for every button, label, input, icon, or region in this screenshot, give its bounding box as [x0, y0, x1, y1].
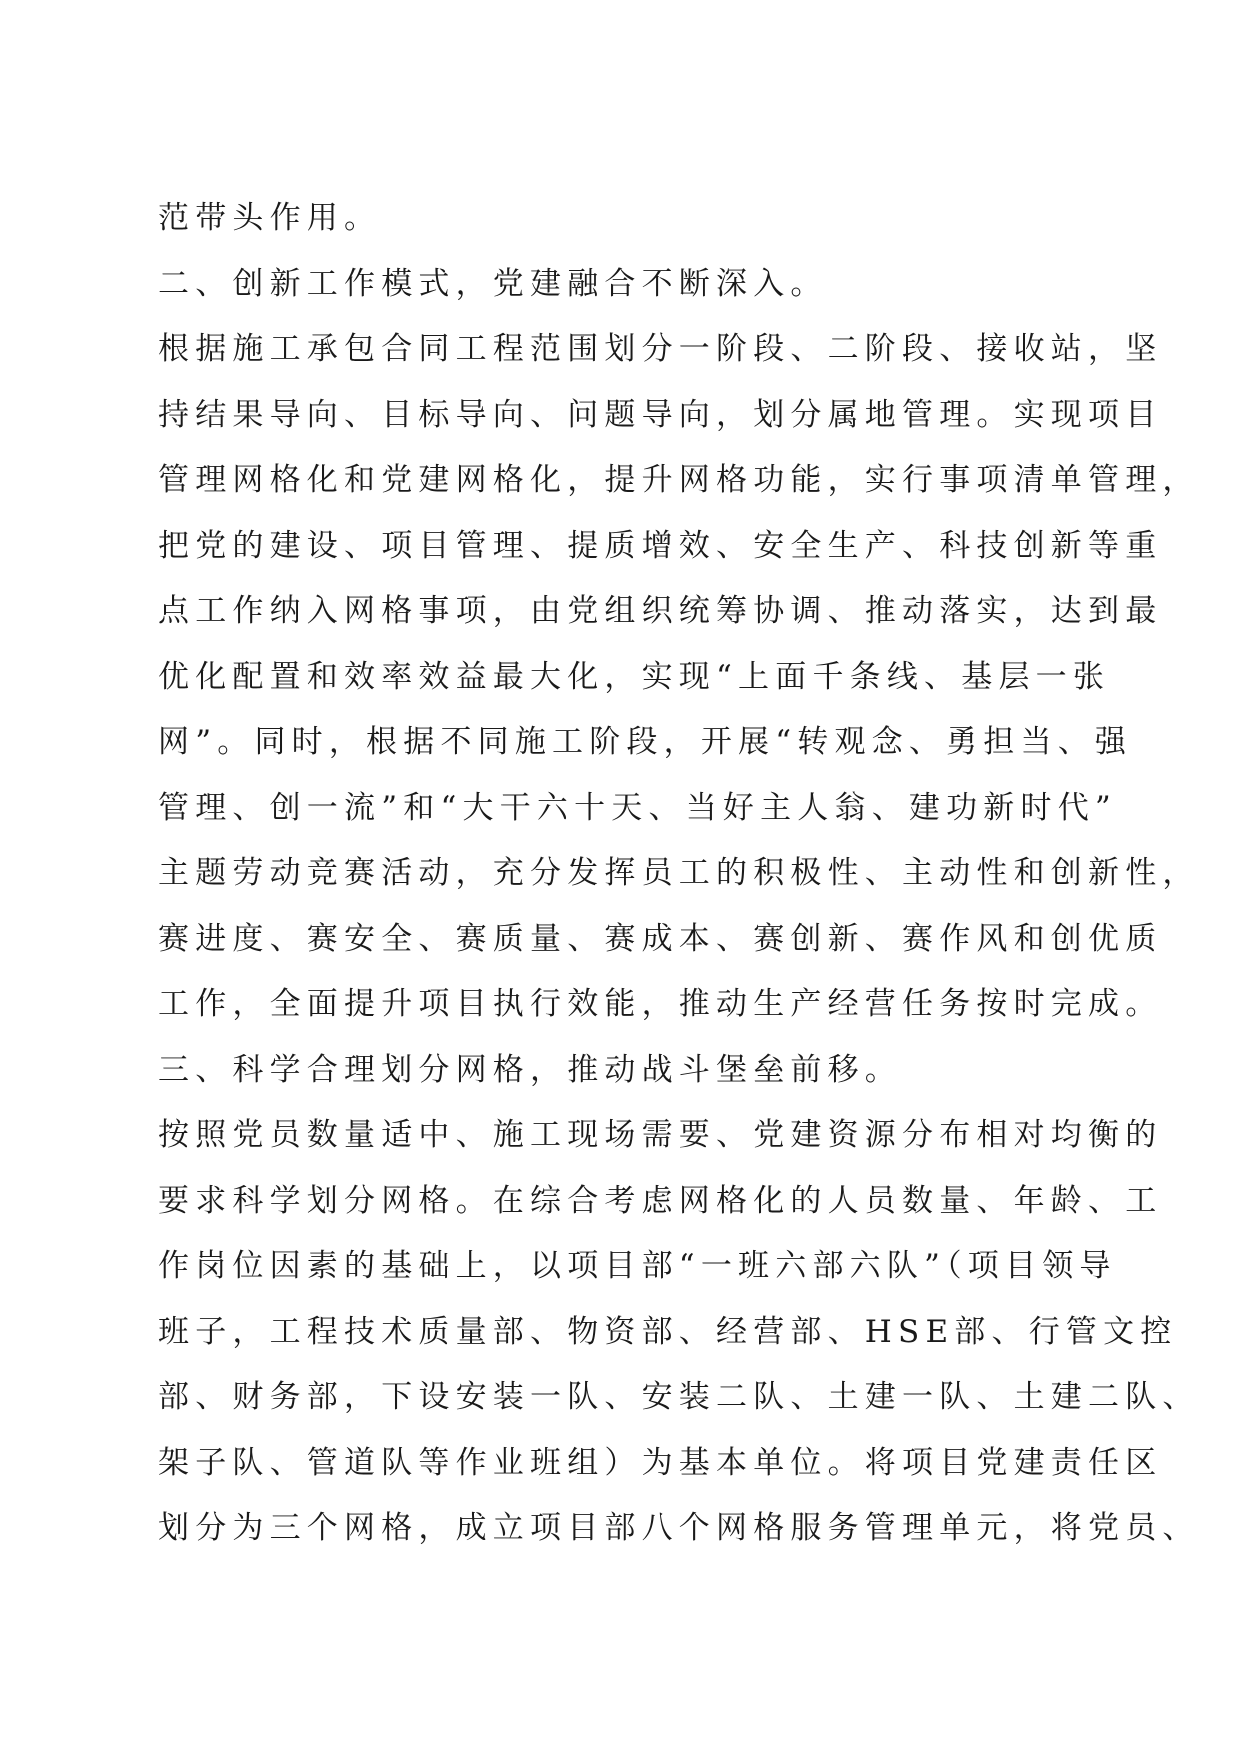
text-line: 持结果导向、目标导向、问题导向，划分属地管理。实现项目	[158, 396, 1163, 433]
section-heading: 二、创新工作模式，党建融合不断深入。	[158, 265, 828, 302]
text-line: 按照党员数量适中、施工现场需要、党建资源分布相对均衡的	[158, 1117, 1163, 1153]
text-line: 把党的建设、项目管理、提质增效、安全生产、科技创新等重	[158, 527, 1163, 564]
text-line: 点工作纳入网格事项，由党组织统筹协调、推动落实，达到最	[158, 593, 1163, 629]
text-line: 优化配置和效率效益最大化，实现“上面千条线、基层一张	[158, 658, 1111, 695]
text-line: 部、财务部，下设安装一队、安装二队、土建一队、土建二队、	[158, 1379, 1200, 1415]
text-line: 根据施工承包合同工程范围划分一阶段、二阶段、接收站，坚	[158, 331, 1163, 367]
text-line: 范带头作用。	[158, 200, 382, 236]
body-text	[158, 186, 1200, 1562]
text-line: 要求科学划分网格。在综合考虑网格化的人员数量、年龄、工	[158, 1182, 1163, 1219]
text-line: 网”。同时，根据不同施工阶段，开展“转观念、勇担当、强	[158, 724, 1133, 760]
text-line: 班子，工程技术质量部、物资部、经营部、HSE部、行管文控	[158, 1313, 1178, 1350]
text-line: 作岗位因素的基础上，以项目部“一班六部六队”（项目领导	[158, 1248, 1117, 1284]
text-line: 赛进度、赛安全、赛质量、赛成本、赛创新、赛作风和创优质	[158, 920, 1163, 957]
text-line: 工作，全面提升项目执行效能，推动生产经营任务按时完成。	[158, 986, 1163, 1022]
text-line: 管理、创一流”和“大干六十天、当好主人翁、建功新时代”	[158, 789, 1117, 826]
text-line: 划分为三个网格，成立项目部八个网格服务管理单元，将党员、	[158, 1510, 1200, 1546]
text-line: 架子队、管道队等作业班组）为基本单位。将项目党建责任区	[158, 1444, 1163, 1481]
section-heading: 三、科学合理划分网格，推动战斗堡垒前移。	[158, 1051, 902, 1088]
text-line: 主题劳动竞赛活动，充分发挥员工的积极性、主动性和创新性，	[158, 855, 1200, 891]
text-line: 管理网格化和党建网格化，提升网格功能，实行事项清单管理，	[158, 462, 1200, 498]
